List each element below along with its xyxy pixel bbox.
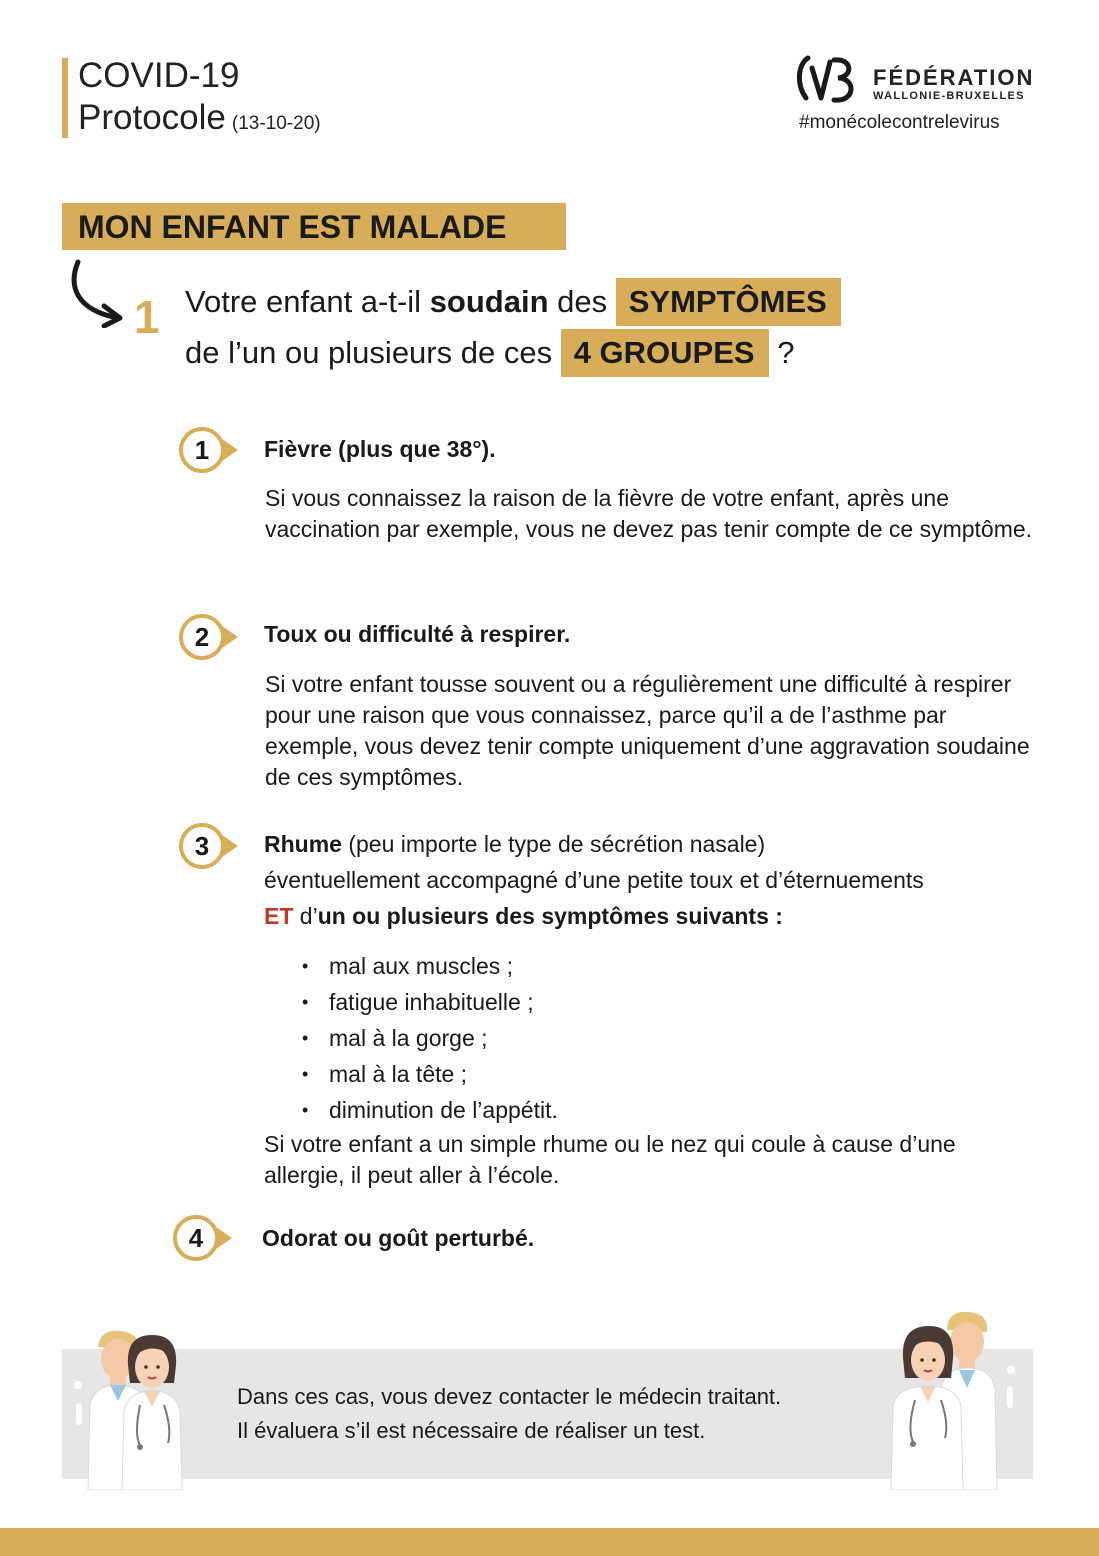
logo-region: WALLONIE-BRUXELLES: [873, 90, 1025, 102]
group-title-rest: (peu importe le type de sécrétion nasale): [341, 831, 766, 857]
group-line-3c: [264, 901, 783, 932]
group-note-3: Si votre enfant a un simple rhume ou le nez qui coule à cause d’une allergie, il peut aller à l’école.: [264, 1131, 956, 1188]
doctors-illustration-icon: [885, 1308, 1015, 1490]
list-item: • fatigue inhabituelle ;: [302, 984, 558, 1020]
question-text: de l’un ou plusieurs de ces: [185, 335, 561, 370]
group-line-bold: un ou plusieurs des symptômes suivants :: [317, 903, 783, 929]
doctors-illustration-icon: [70, 1325, 200, 1490]
group-number: 1: [194, 435, 210, 465]
callout-text: [237, 1380, 781, 1448]
question-line-1: [185, 278, 841, 326]
symptoms-list: [302, 948, 558, 1128]
group-title-bold: Rhume: [264, 831, 342, 857]
group-title-3: [264, 829, 765, 860]
list-item: • mal aux muscles ;: [302, 948, 558, 984]
group-number: 4: [188, 1223, 204, 1253]
group-text-1: Si vous connaissez la raison de la fièvre de votre enfant, après une vaccination par exemple, vous ne devez pas tenir compte de ce symptôme.: [265, 485, 1033, 542]
header-accent-bar: [62, 58, 68, 138]
section-title: MON ENFANT EST MALADE: [62, 203, 566, 250]
group-line-mid: d’: [293, 903, 318, 929]
question-line-2: [185, 329, 794, 377]
step-number: 1: [134, 291, 160, 343]
logo-name: FÉDÉRATION: [873, 65, 1035, 90]
question-bold: soudain: [429, 284, 549, 319]
header-subtitle: [78, 98, 321, 144]
groups-highlight: 4 GROUPES: [561, 329, 769, 377]
group-title-2: Toux ou difficulté à respirer.: [264, 621, 571, 647]
curved-arrow-icon: [66, 258, 130, 328]
header-date: (13-10-20): [231, 113, 321, 134]
list-item: • mal à la tête ;: [302, 1056, 558, 1092]
federation-logo-icon: [794, 54, 858, 106]
list-item: • mal à la gorge ;: [302, 1020, 558, 1056]
hashtag: #monécolecontrelevirus: [799, 112, 1000, 133]
question-text: Votre enfant a-t-il: [185, 284, 430, 319]
group-title-1: Fièvre (plus que 38°).: [264, 436, 496, 462]
list-item: • diminution de l’appétit.: [302, 1092, 558, 1128]
symptoms-highlight: SYMPTÔMES: [616, 278, 841, 326]
et-red-text: ET: [264, 903, 294, 929]
header-title: COVID-19: [78, 56, 240, 95]
callout-line-2: Il évaluera s’il est nécessaire de réaliser un test.: [237, 1418, 706, 1443]
group-text-2: Si votre enfant tousse souvent ou a régulièrement une difficulté à respirer pour une raison que vous connaissez, parce qu’il a de l’asthme par exemple, vous devez tenir compte uniquement d’une aggravation soudaine de ces symptômes.: [265, 671, 1030, 790]
group-title-4: Odorat ou goût perturbé.: [262, 1225, 535, 1251]
group-number: 3: [194, 831, 210, 861]
callout-line-1: Dans ces cas, vous devez contacter le médecin traitant.: [237, 1384, 782, 1409]
header-subtitle-text: Protocole: [78, 98, 226, 137]
group-number: 2: [194, 622, 210, 652]
question-text: ?: [768, 335, 795, 370]
footer-bar: [0, 1528, 1099, 1556]
question-text: des: [548, 284, 616, 319]
group-line-3b: éventuellement accompagné d’une petite toux et d’éternuements: [264, 867, 924, 893]
